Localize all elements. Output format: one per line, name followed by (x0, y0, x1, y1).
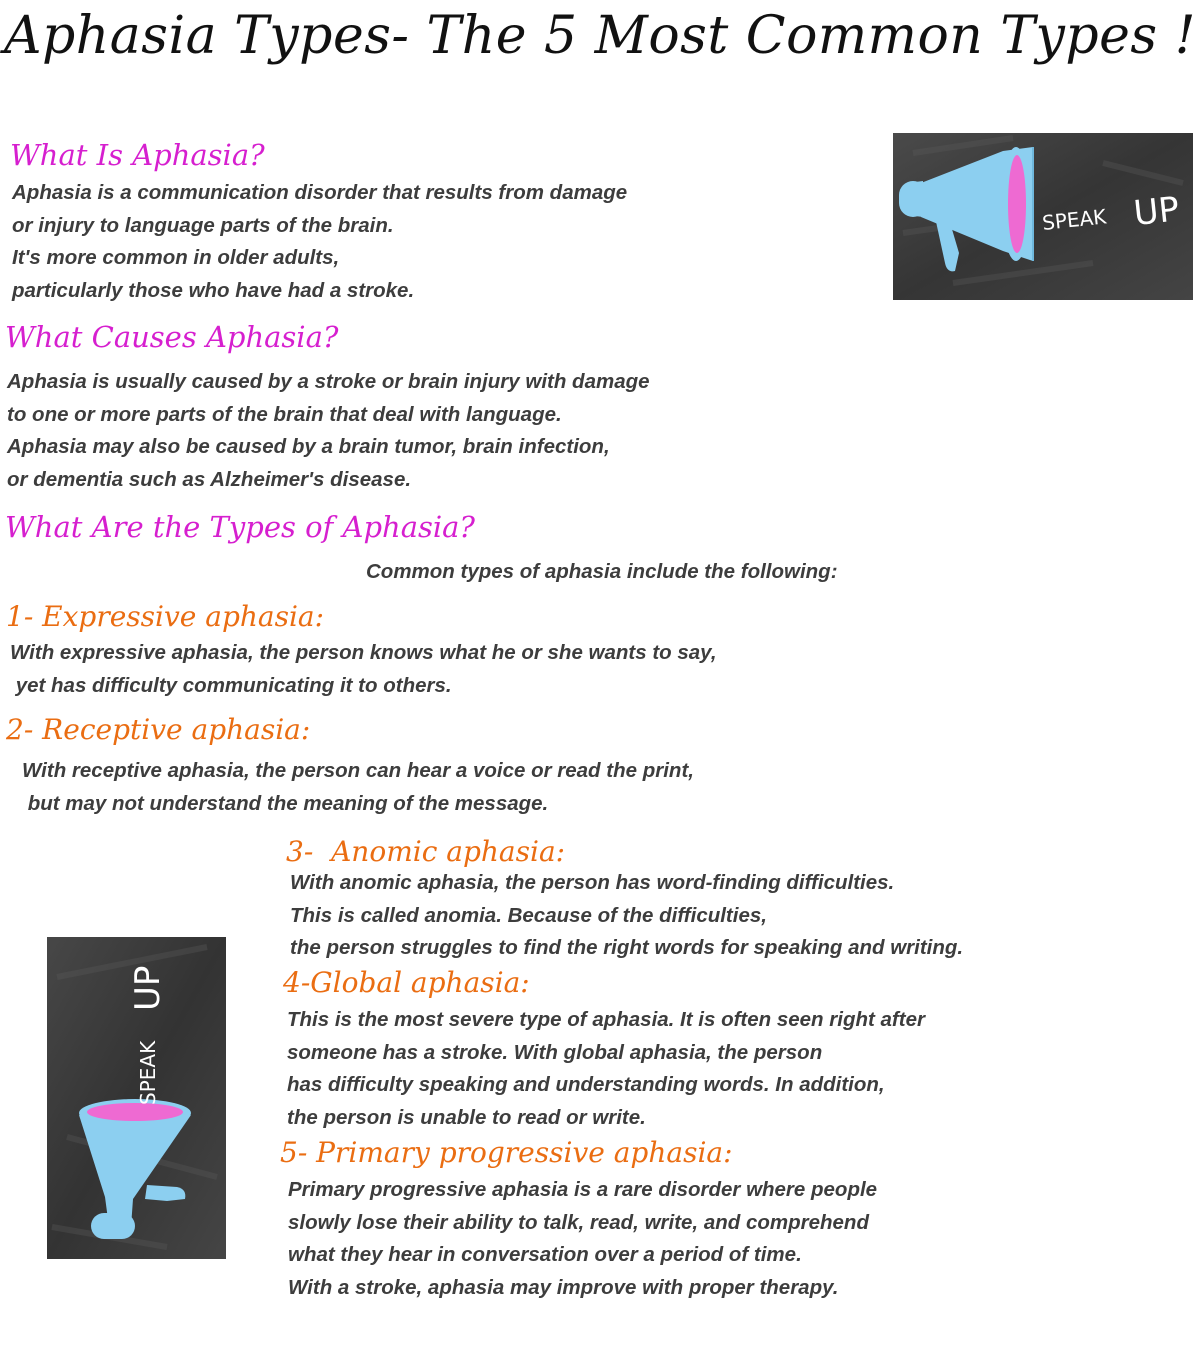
causes-paragraph (7, 366, 650, 496)
megaphone-icon (893, 133, 1193, 300)
causes-line: or dementia such as Alzheimer's disease. (7, 467, 412, 491)
type-line: slowly lose their ability to talk, read, write, and comprehend (288, 1210, 869, 1234)
type-paragraph-primary-progressive (288, 1174, 877, 1304)
type-paragraph-receptive (22, 755, 694, 820)
type-paragraph-expressive (10, 637, 717, 702)
type-paragraph-anomic (290, 867, 963, 965)
type-line: With anomic aphasia, the person has word-finding difficulties. (290, 871, 895, 894)
type-line: someone has a stroke. With global aphasia, the person (287, 1040, 823, 1064)
type-line: yet has difficulty communicating it to others. (10, 673, 452, 697)
speak-up-image-top (893, 133, 1193, 300)
what-is-paragraph (12, 177, 627, 307)
type-line: has difficulty speaking and understanding words. In addition, (287, 1073, 885, 1096)
speak-up-image-left (47, 937, 226, 1259)
type-line: This is called anomia. Because of the difficulties, (290, 903, 767, 927)
page-title: Aphasia Types- The 5 Most Common Types ! (3, 6, 1197, 66)
type-line: With expressive aphasia, the person knows what he or she wants to say, (10, 641, 717, 664)
up-label: UP (128, 965, 168, 1011)
what-is-line: It's more common in older adults, (12, 246, 340, 269)
type-line: what they hear in conversation over a period of time. (288, 1243, 802, 1266)
type-heading-anomic: 3- Anomic aphasia: (286, 835, 566, 868)
type-line: This is the most severe type of aphasia. It is often seen right after (287, 1008, 925, 1031)
what-is-line: Aphasia is a communication disorder that results from damage (12, 181, 628, 204)
type-paragraph-global (287, 1004, 925, 1134)
type-line: the person is unable to read or write. (287, 1105, 646, 1129)
type-heading-primary-progressive: 5- Primary progressive aphasia: (280, 1136, 733, 1169)
section-heading-types: What Are the Types of Aphasia? (5, 510, 475, 544)
type-heading-global: 4-Global aphasia: (283, 966, 530, 999)
types-intro: Common types of aphasia include the following: (366, 560, 838, 583)
type-line: With a stroke, aphasia may improve with proper therapy. (288, 1275, 839, 1299)
section-heading-causes: What Causes Aphasia? (5, 320, 339, 354)
causes-line: Aphasia may also be caused by a brain tumor, brain infection, (7, 435, 610, 458)
type-heading-expressive: 1- Expressive aphasia: (6, 600, 325, 633)
megaphone-icon (47, 937, 226, 1259)
up-label: UP (1131, 189, 1182, 234)
type-line: With receptive aphasia, the person can hear a voice or read the print, (22, 759, 694, 782)
section-heading-what-is: What Is Aphasia? (10, 138, 265, 172)
causes-line: Aphasia is usually caused by a stroke or brain injury with damage (7, 370, 650, 393)
type-line: but may not understand the meaning of the message. (22, 791, 549, 815)
speak-label: SPEAK (1041, 204, 1108, 235)
type-line: Primary progressive aphasia is a rare disorder where people (288, 1178, 878, 1201)
type-heading-receptive: 2- Receptive aphasia: (6, 713, 311, 746)
causes-line: to one or more parts of the brain that deal with language. (7, 402, 562, 426)
type-line: the person struggles to find the right words for speaking and writing. (290, 936, 964, 959)
speak-label: SPEAK (136, 1040, 160, 1105)
what-is-line: or injury to language parts of the brain. (12, 213, 394, 237)
what-is-line: particularly those who have had a stroke. (12, 278, 415, 302)
